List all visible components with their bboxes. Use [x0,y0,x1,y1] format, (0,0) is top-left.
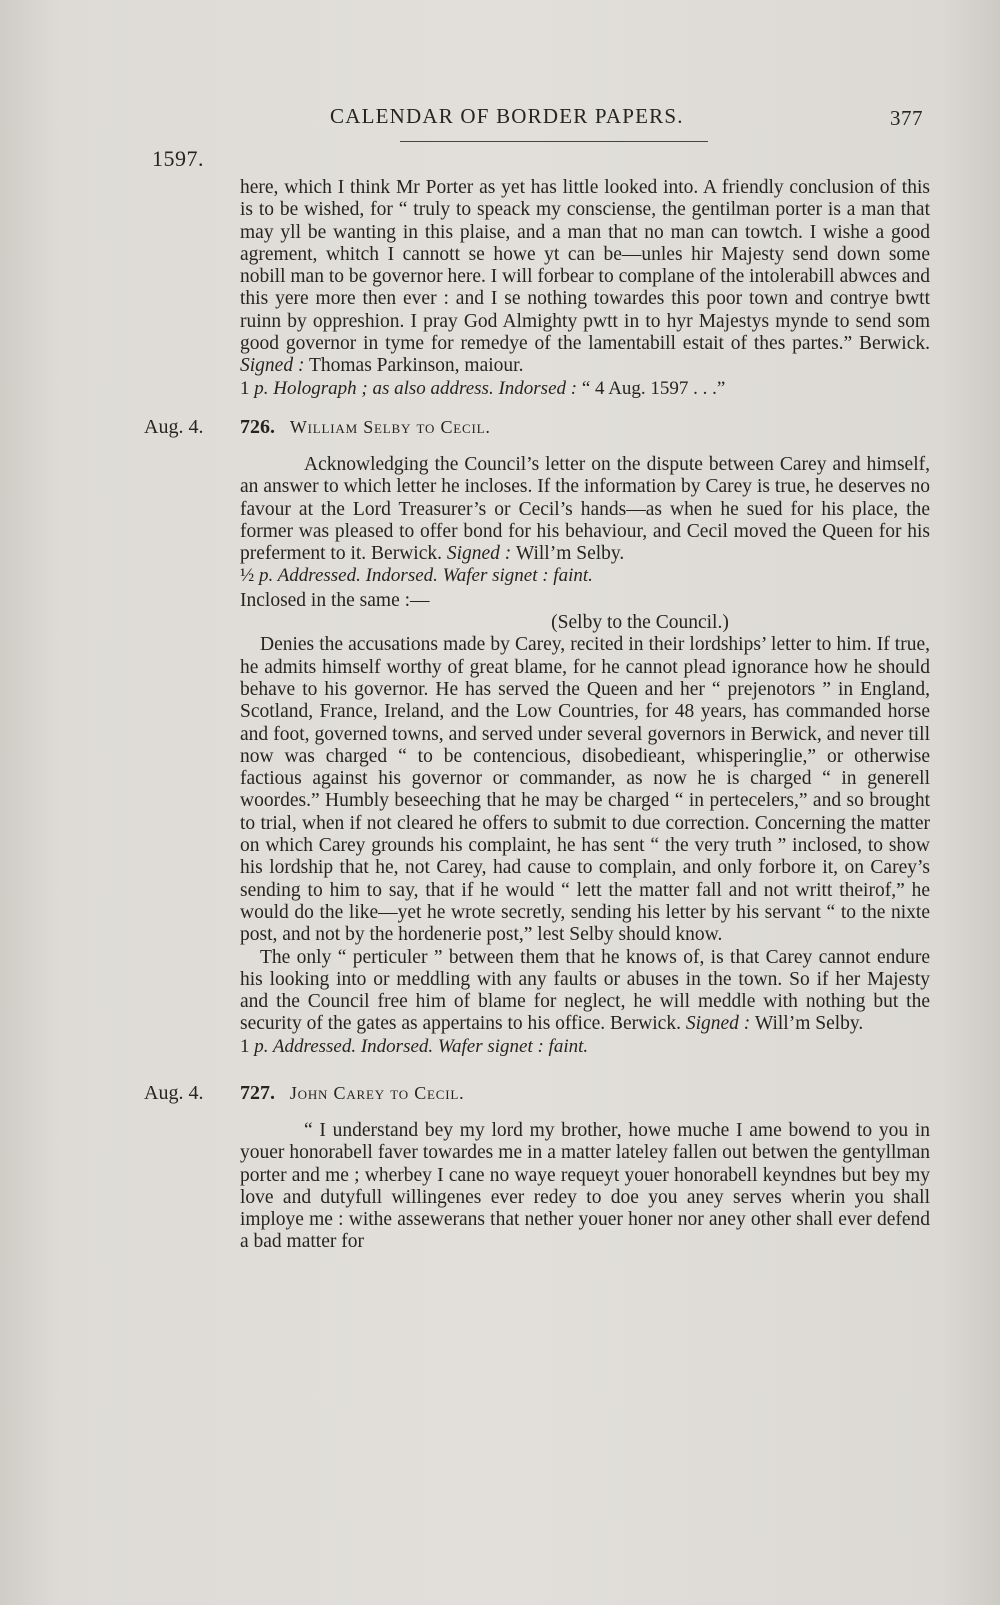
note-desc: p. Addressed. Indorsed. Wafer signet : faint. [259,565,593,587]
inclosure-paragraph [240,947,930,1036]
page-number: 377 [890,106,923,130]
continuation-note [240,378,930,400]
continuation-text: here, which I think Mr Porter as yet has little looked into. A friendly conclusion of this is to be wished, for “ truly to speack my consciense, the gentilman porter is a man that may yll be wanting in this plaise, and a man that no man can towtch. I wishe a good agrement, whitch I cannott se howe yt can be—unles hir Majesty send down some nobill man to be governor here. I will forbear to complane of the intolerabill abwces and this yere more then ever : and I se nothing towardes this poor town and contrye bwtt ruinn by oppreshion. I pray God Almighty pwtt in to hyr Majestys mynde to send som good governor in tyme for remedye of the lamentabill estait of thes partes.” Berwick. [240,177,930,355]
entry-heading-727 [144,1081,930,1106]
note-p: p. [254,377,269,399]
margin-year: 1597. [152,146,204,171]
inclosure-subheading: (Selby to the Council.) [551,612,729,634]
page-body [144,177,930,1254]
entry-text: Acknowledging the Council’s letter on the dispute between Carey and himself, an answer to which letter he incloses. If the information by Carey is true, he deserves no favour at the Lord Treasurer’s or Cecil’s hands—as when he sued for his place, the former was pleased to offer bond for his behaviour, and Cecil moved the Queen for his preferment to it. Berwick. [240,453,930,565]
inclosed-line: Inclosed in the same :— [240,589,430,611]
signed-name: Thomas Parkinson, maiour. [304,355,524,377]
signed-name: Will’m Selby. [511,543,625,565]
entry-number: 726. [240,415,275,438]
entry-title: John Carey to Cecil. [289,1082,465,1103]
inclosure-paragraph: Denies the accusations made by Carey, recited in their lordships’ letter to him. If true, he admits himself worthy of great blame, for he cannot plead ignorance how he should behave to his governor. He has served the Queen and her “ prejenotors ” in England, Scotland, France, Ireland, and the Low Countries, for 48 years, has commanded horse and foot, governed towns, and served under several governors in Berwick, and never till now was charged “ to be contencious, disobedieant, whisperinglie,” or otherwise factious against his governor or commander, as now he is charged “ in generell woordes.” Humbly beseeching that he may be charged “ in pertecelers,” and so brought to trial, when if not cleared he offers to submit to due correction. Concerning the matter on which Carey grounds his complaint, he has sent “ the very truth ” inclosed, to show his lordship that he, not Carey, had cause to complain, and only forbore it, on Carey’s sending to him to say, that if he would “ lett the matter fall and not writt theirof,” he would do the like—yet he wrote secretly, sending his letter by his servant “ to the nixte post, and not by the hordenerie post,” lest Selby should know. [240,634,930,946]
running-header-title: CALENDAR OF BORDER PAPERS. [330,104,684,128]
entry-note [240,565,930,587]
signed-label: Signed : [446,543,512,565]
signed-name: Will’m Selby. [750,1013,864,1035]
signed-label: Signed : [240,355,305,377]
signed-label: Signed : [685,1013,751,1035]
note-desc: p. Addressed. Indorsed. Wafer signet : faint. [254,1035,589,1057]
entry-date: Aug. 4. [144,415,204,438]
entry-paragraph [240,454,930,565]
entry-date: Aug. 4. [144,1081,204,1104]
entry-note [240,1036,930,1058]
header-rule [400,141,708,142]
note-pages: 1 [240,1035,255,1057]
entry-number: 727. [240,1081,275,1104]
entry-heading-726 [144,415,930,440]
note-quote: “ 4 Aug. 1597 . . .” [581,377,726,399]
note-desc: Holograph ; as also address. Indorsed : [268,377,582,399]
note-pages: 1 [240,377,255,399]
continuation-paragraph [240,177,930,378]
entry-paragraph: “ I understand bey my lord my brother, howe muche I ame bowend to you in youer honorabell faver towardes me in a matter lateley fallen out betwen the gentyllman porter and me ; wherbey I cane no waye requeyt youer honorabell keyndnes but bey my love and dutyfull willingenes ever redey to doe you aney serves wherin you shall imploye me : withe assewerans that nether youer honer nor aney other shall ever defend a bad matter for [240,1119,930,1253]
note-pages: ½ [240,565,259,587]
entry-text: The only “ perticuler ” between them that he knows of, is that Carey cannot endure his looking into or meddling with any faults or abuses in the town. So if her Majesty and the Council free him of blame for neglect, he will meddle with nothing but the security of the gates as appertains to his office. Berwick. [240,946,930,1035]
entry-title: William Selby to Cecil. [289,416,491,437]
